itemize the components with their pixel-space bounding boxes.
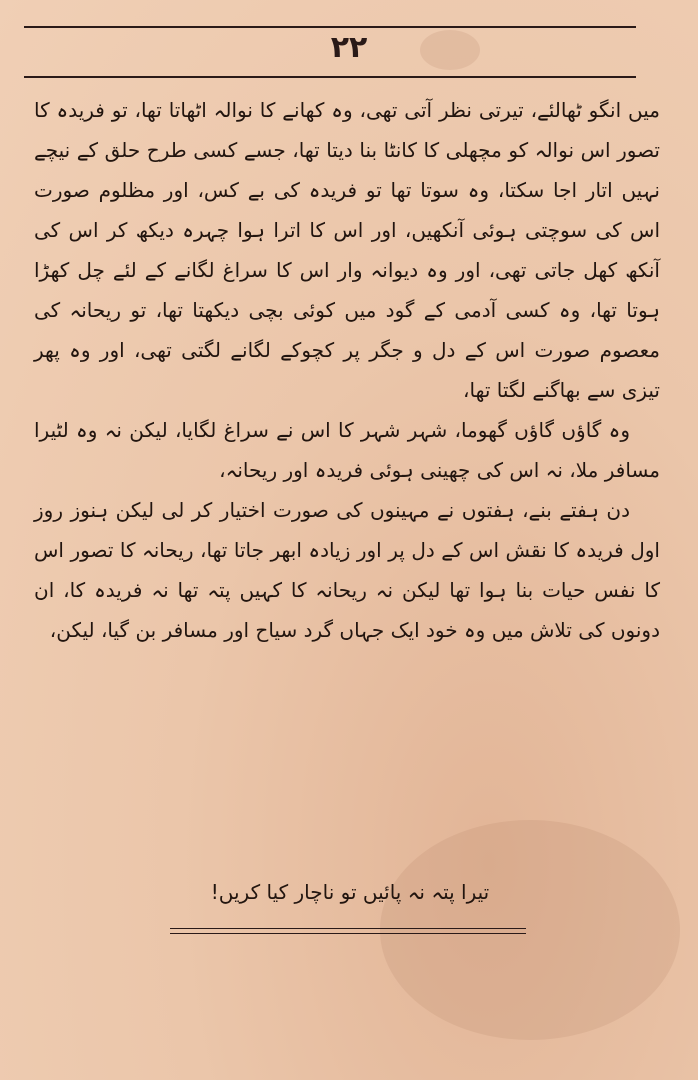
header-rule-top xyxy=(24,26,636,28)
paragraph-2: وہ گاؤں گاؤں گھوما، شہر شہر کا اس نے سراغ لگایا، لیکن نہ وہ لٹیرا مسافر ملا، نہ اس کی چھینی ہوئی فریدہ اور ریحانہ، xyxy=(34,418,660,482)
end-rule xyxy=(170,928,526,934)
page-number: ۲۲ xyxy=(330,30,368,65)
body-text xyxy=(34,90,660,650)
header-rule-bottom xyxy=(24,76,636,78)
paragraph-1: میں انگو ٹھالئے، تیرتی نظر آتی تھی، وہ کھانے کا نوالہ اٹھاتا تھا، تو فریدہ کا تصور اس نوالہ کو مچھلی کا کانٹا بنا دیتا تھا، جسے کسی طرح حلق کے نیچے نہیں اتار اجا سکتا، وہ سوتا تھا تو فریدہ کی بے کس، اور مظلوم صورت اس کی سوچتی ہوئی آنکھیں، اور اس کا اترا ہوا چہرہ دیکھ کر اس کی آنکھ کھل جاتی تھی، اور وہ دیوانہ وار اس کا سراغ لگانے کے لئے چل کھڑا ہوتا تھا، وہ کسی آدمی کے گود میں کوئی بچی دیکھتا تھا، تو ریحانہ کی معصوم صورت اس کے دل و جگر پر کچوکے لگانے لگتی تھی، اور وہ پھر تیزی سے بھاگنے لگتا تھا، xyxy=(34,98,660,402)
closing-verse: تیرا پتہ نہ پائیں تو ناچار کیا کریں! xyxy=(210,880,490,904)
paragraph-3: دن ہفتے بنے، ہفتوں نے مہینوں کی صورت اختیار کر لی لیکن ہنوز روز اول فریدہ کا نقش اس کے دل پر اور زیادہ ابھر جاتا تھا، ریحانہ کا تصور اس کا نفس حیات بنا ہوا تھا لیکن نہ ریحانہ کا کہیں پتہ تھا نہ فریدہ کا، ان دونوں کی تلاش میں وہ خود ایک جہاں گرد سیاح اور مسافر بن گیا، لیکن، xyxy=(34,498,660,642)
